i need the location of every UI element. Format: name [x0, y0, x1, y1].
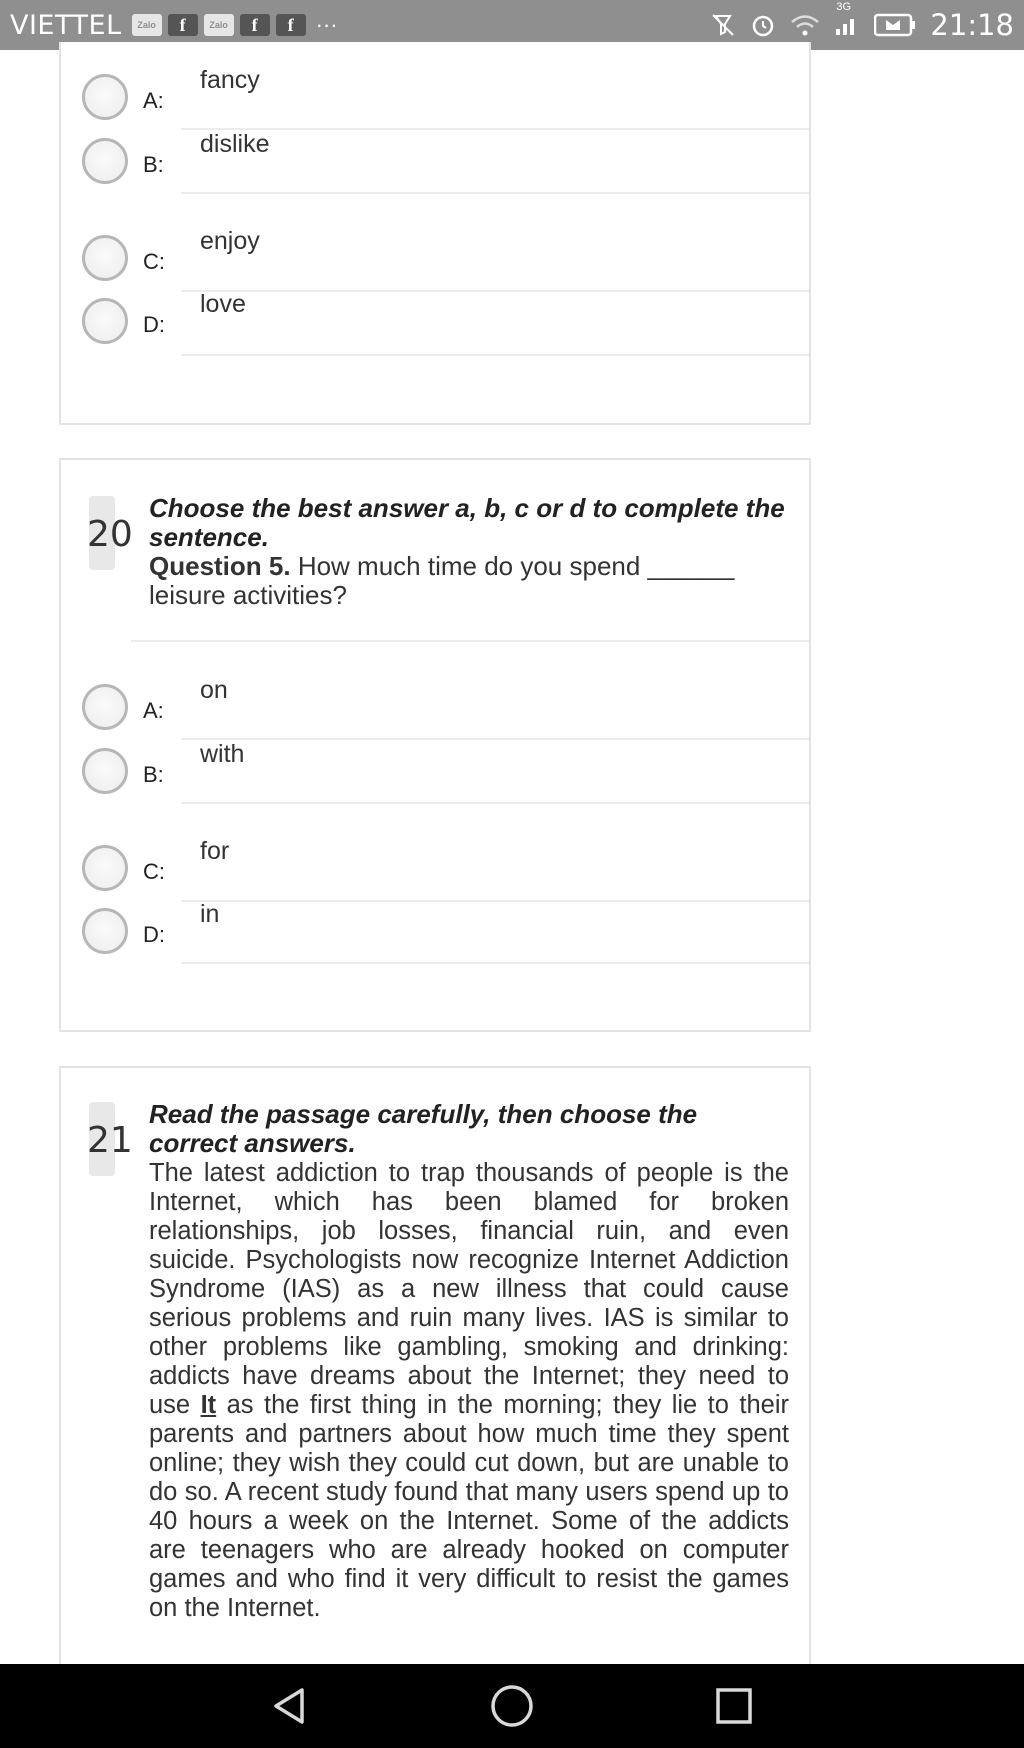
option-text: on [200, 676, 228, 704]
option-b[interactable] [61, 740, 809, 800]
option-letter: C: [143, 249, 165, 274]
passage-text: The latest addiction to trap thousands of people is the Internet, which has been blamed for broken relationships, job losses, financial ruin, and even suicide. Psychologists now recognize Internet Addiction Syndrome (IAS) as a new illness that could cause serious problems and ruin many lives. IAS is similar to other problems like gambling, smoking and drinking: addicts have dreams about the Internet; they need to use [149, 1159, 789, 1419]
mute-icon [710, 12, 736, 38]
facebook-icon: f [276, 14, 306, 36]
signal-icon [834, 1, 860, 37]
option-text: for [200, 837, 230, 865]
radio-button[interactable] [82, 138, 128, 184]
back-icon[interactable] [268, 1684, 312, 1728]
option-letter: A: [143, 88, 164, 113]
option-d[interactable] [61, 290, 809, 350]
zalo-icon: Zalo [204, 14, 234, 36]
option-text: love [200, 290, 246, 318]
alarm-icon [750, 12, 776, 38]
radio-button[interactable] [82, 298, 128, 344]
divider [181, 354, 809, 356]
option-text: enjoy [200, 227, 260, 255]
network-type: 3G [836, 1, 852, 13]
option-c[interactable] [61, 227, 809, 287]
question-number: 20 [87, 514, 133, 555]
option-text: with [200, 740, 245, 768]
facebook-icon: f [168, 14, 198, 36]
passage-underlined-word: It [200, 1391, 217, 1419]
divider [181, 962, 809, 964]
facebook-icon: f [240, 14, 270, 36]
radio-button[interactable] [82, 74, 128, 120]
option-letter: B: [143, 152, 164, 177]
notification-icons [132, 12, 338, 38]
clock: 21:18 [930, 8, 1014, 42]
question-instruction: Read the passage carefully, then choose the correct answers. [149, 1099, 698, 1158]
option-letter: D: [143, 922, 165, 947]
option-letter: A: [143, 698, 164, 723]
navigation-bar [0, 1664, 1024, 1748]
radio-button[interactable] [82, 684, 128, 730]
question-19-card [59, 42, 811, 425]
option-a[interactable] [61, 676, 809, 736]
option-letter: B: [143, 762, 164, 787]
divider [181, 192, 809, 194]
zalo-icon: Zalo [132, 14, 162, 36]
radio-button[interactable] [82, 235, 128, 281]
reading-passage [149, 1159, 789, 1623]
question-21-card [59, 1066, 811, 1748]
option-text: in [200, 900, 220, 928]
radio-button[interactable] [82, 908, 128, 954]
option-letter: D: [143, 312, 165, 337]
divider [181, 802, 809, 804]
option-text: fancy [200, 66, 260, 94]
question-text [149, 552, 789, 610]
option-b[interactable] [61, 130, 809, 190]
more-notifications-icon: ··· [315, 12, 338, 37]
divider [131, 640, 809, 642]
option-a[interactable] [61, 66, 809, 126]
recents-icon[interactable] [712, 1684, 756, 1728]
carrier-name: VIETTEL [10, 9, 122, 41]
question-20-card [59, 458, 811, 1032]
option-text: dislike [200, 130, 270, 158]
question-number: 21 [87, 1120, 133, 1161]
option-d[interactable] [61, 900, 809, 960]
option-letter: C: [143, 859, 165, 884]
wifi-icon [790, 13, 820, 37]
battery-icon [874, 13, 916, 37]
home-icon[interactable] [488, 1682, 536, 1730]
question-body: How much time do you spend ______ leisure activities? [149, 551, 735, 610]
option-c[interactable] [61, 837, 809, 897]
question-label: Question 5. [149, 551, 291, 581]
radio-button[interactable] [82, 845, 128, 891]
passage-text: as the first thing in the morning; they lie to their parents and partners about how much time they spent online; they wish they could cut down, but are unable to do so. A recent study found that many users spend up to 40 hours a week on the Internet. Some of the addicts are teenagers who are already hooked on computer games and who find it very difficult to resist the games on the Internet. [149, 1391, 789, 1622]
radio-button[interactable] [82, 748, 128, 794]
question-instruction: Choose the best answer a, b, c or d to complete the sentence. [149, 493, 785, 552]
